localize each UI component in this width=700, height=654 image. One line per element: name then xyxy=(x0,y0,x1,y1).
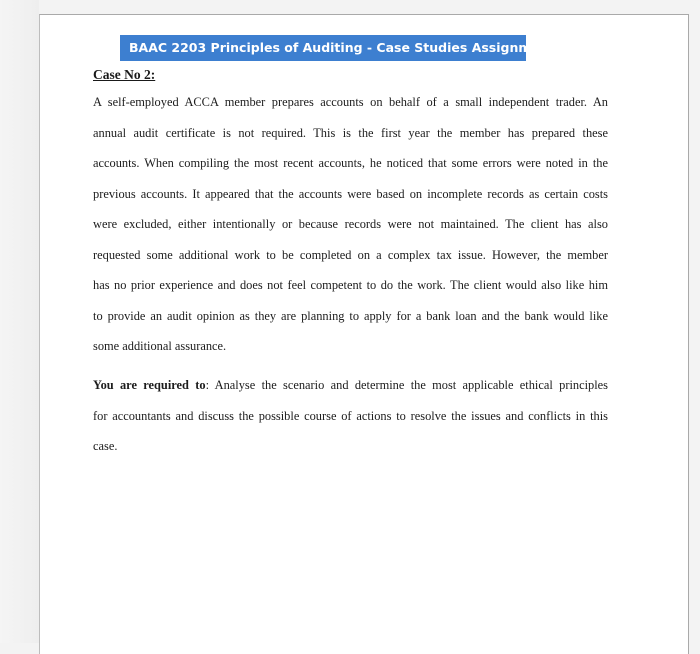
requirement-paragraph xyxy=(93,376,608,468)
requirement-line: case. xyxy=(93,439,118,453)
paragraph-line: previous accounts. It appeared that the accounts were based on incomplete records as certain costs xyxy=(93,186,608,201)
document-page xyxy=(39,14,689,654)
paragraph-line: requested some additional work to be completed on a complex tax issue. However, the member xyxy=(93,247,608,262)
case-title: Case No 2: xyxy=(93,67,156,82)
paragraph-line: were excluded, either intentionally or because records were not maintained. The client has also xyxy=(93,217,608,231)
left-margin-shadow xyxy=(0,0,39,643)
paragraph-line: some additional assurance. xyxy=(93,339,227,353)
requirement-line-1 xyxy=(93,376,608,407)
requirement-text: : Analyse the scenario and determine the most applicable ethical principles xyxy=(205,378,608,392)
document-header-banner: BAAC 2203 Principles of Auditing - Case Studies Assignment xyxy=(120,35,526,61)
paragraph-line: accounts. When compiling the most recent accounts, he noticed that some errors were noted in the xyxy=(93,156,608,170)
case-description-paragraph xyxy=(93,93,608,368)
requirement-label: You are required to xyxy=(93,378,206,392)
paragraph-line: has no prior experience and does not feel competent to do the work. The client would also like him xyxy=(93,278,608,292)
requirement-line: for accountants and discuss the possible course of actions to resolve the issues and conflicts in this xyxy=(93,408,608,423)
paragraph-line: to provide an audit opinion as they are planning to apply for a bank loan and the bank would like xyxy=(93,308,608,323)
paragraph-line: annual audit certificate is not required. This is the first year the member has prepared these xyxy=(93,125,608,140)
paragraph-line: A self-employed ACCA member prepares accounts on behalf of a small independent trader. An xyxy=(93,95,608,109)
